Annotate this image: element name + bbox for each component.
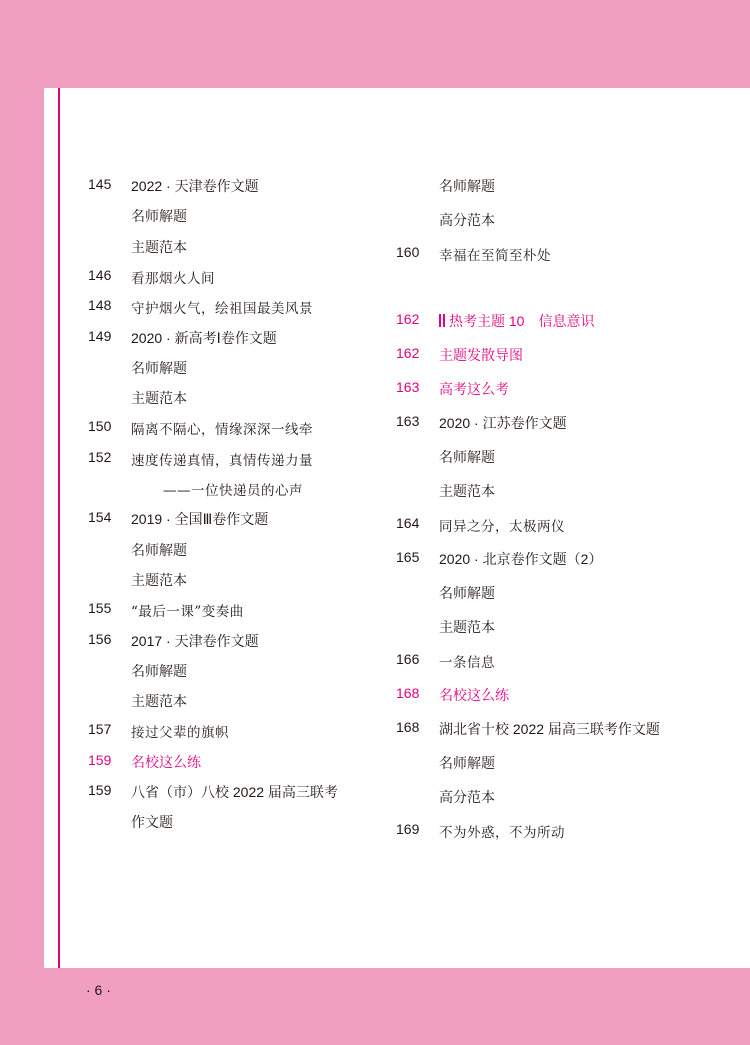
toc-entry [88,600,388,620]
toc-entry [396,311,716,331]
toc-title: 湖北省十校 2022 届高三联考作文题 [439,721,660,737]
toc-page-number: 149 [88,327,112,344]
toc-entry [88,509,388,529]
toc-page-number: 150 [88,418,112,435]
toc-entry [396,651,716,671]
page-number: · 6 · [86,982,111,998]
toc-page-number: 145 [88,176,112,192]
toc-entry [88,479,388,499]
toc-page-number: 156 [88,630,112,647]
toc-entry [88,358,388,378]
toc-title: 2019 · 全国Ⅲ卷作文题 [131,511,269,528]
margin-rule [58,88,60,968]
toc-title: 同异之分，太极两仪 [439,519,565,535]
toc-entry [88,661,388,681]
toc-title: 主题范本 [131,238,187,255]
toc-entry [396,617,716,637]
toc-entry [88,721,388,741]
toc-page-number: 159 [88,782,112,798]
section-marker-icon [439,314,441,327]
toc-entry [88,752,388,772]
toc-title: 2017 · 天津卷作文题 [131,632,259,649]
toc-page-number: 168 [396,719,420,735]
toc-title: 名师解题 [439,449,495,465]
toc-entry [88,297,388,317]
toc-title: “最后一课”变奏曲 [131,604,244,621]
toc-page-number: 148 [88,297,112,314]
toc-title: ——一位快递员的心声 [163,483,303,499]
toc-page-number: 164 [396,515,420,531]
toc-page-number: 163 [396,379,420,395]
toc-entry [396,753,716,773]
toc-entry [88,267,388,287]
toc-title: 主题范本 [439,483,495,499]
toc-entry [396,549,716,569]
toc-entry [396,413,716,433]
toc-title: 名师解题 [439,178,495,194]
toc-title: 主题范本 [131,571,187,588]
toc-title: 名校这么练 [131,753,201,770]
section-marker-icon [443,314,445,327]
toc-entry [396,583,716,603]
toc-page-number: 160 [396,244,420,260]
toc-entry [396,447,716,467]
toc-entry [88,812,388,832]
toc-entry [396,379,716,399]
toc-title: 主题发散导图 [439,347,523,363]
toc-title: 名师解题 [131,208,187,225]
toc-entry [396,685,716,705]
toc-entry [396,210,716,230]
toc-entry [88,449,388,469]
toc-page-number: 155 [88,600,112,617]
toc-page-number: 162 [396,311,420,327]
toc-page-number: 152 [88,448,112,465]
toc-title: 2020 · 北京卷作文题（2） [439,551,603,567]
section-heading: 热考主题 10 信息意识 [449,313,595,329]
toc-title: 高考这么考 [439,381,509,397]
toc-entry [88,176,388,196]
toc-title: 名校这么练 [439,687,509,703]
toc-entry [396,787,716,807]
toc-page-number: 159 [88,751,112,768]
toc-entry [88,540,388,560]
toc-title: 高分范本 [439,789,495,805]
toc-entry [88,782,388,802]
toc-entry [396,481,716,501]
toc-title: 一条信息 [439,655,495,671]
toc-entry [396,821,716,841]
toc-title: 作文题 [131,814,173,831]
toc-title: 2020 · 江苏卷作文题 [439,415,567,431]
toc-entry [396,719,716,739]
toc-title: 主题范本 [131,693,187,710]
toc-entry [396,515,716,535]
toc-entry [396,278,716,298]
toc-title: 速度传递真情，真情传递力量 [131,452,313,469]
toc-entry [396,244,716,264]
toc-entry [88,691,388,711]
toc-title: 名师解题 [439,585,495,601]
toc-entry [88,570,388,590]
toc-entry [88,388,388,408]
toc-title: 名师解题 [131,662,187,679]
toc-title: 八省（市）八校 2022 届高三联考 [131,784,338,800]
toc-title: 守护烟火气，绘祖国最美风景 [131,301,313,318]
toc-entry [88,237,388,257]
toc-title: 隔离不隔心，情缘深深一线牵 [131,422,313,439]
toc-page-number: 163 [396,413,420,429]
toc-title: 名师解题 [131,359,187,376]
toc-title: 高分范本 [439,212,495,228]
toc-title: 主题范本 [131,390,187,407]
toc-entry [88,631,388,651]
toc-title: 2020 · 新高考Ⅰ卷作文题 [131,329,277,346]
toc-page-number: 146 [88,266,112,283]
toc-title: 主题范本 [439,619,495,635]
toc-entry [88,418,388,438]
toc-title: 不为外惑，不为所动 [439,825,565,841]
toc-page-number: 157 [88,721,112,738]
toc-entry [396,345,716,365]
toc-page-number: 165 [396,549,420,565]
toc-page-number: 168 [396,685,420,701]
toc-title: 名师解题 [131,541,187,558]
toc-title: 接过父辈的旗帜 [131,725,229,742]
toc-entry [88,206,388,226]
toc-entry [88,328,388,348]
toc-title: 幸福在至简至朴处 [439,248,551,264]
toc-title: 2022 · 天津卷作文题 [131,178,259,194]
toc-title: 名师解题 [439,755,495,771]
toc-page-number: 169 [396,821,420,837]
toc-page-number: 166 [396,651,420,667]
toc-title: 看那烟火人间 [131,270,215,287]
toc-page-number: 162 [396,345,420,361]
toc-entry [396,176,716,196]
toc-page-number: 154 [88,509,112,526]
toc-title [439,311,594,331]
